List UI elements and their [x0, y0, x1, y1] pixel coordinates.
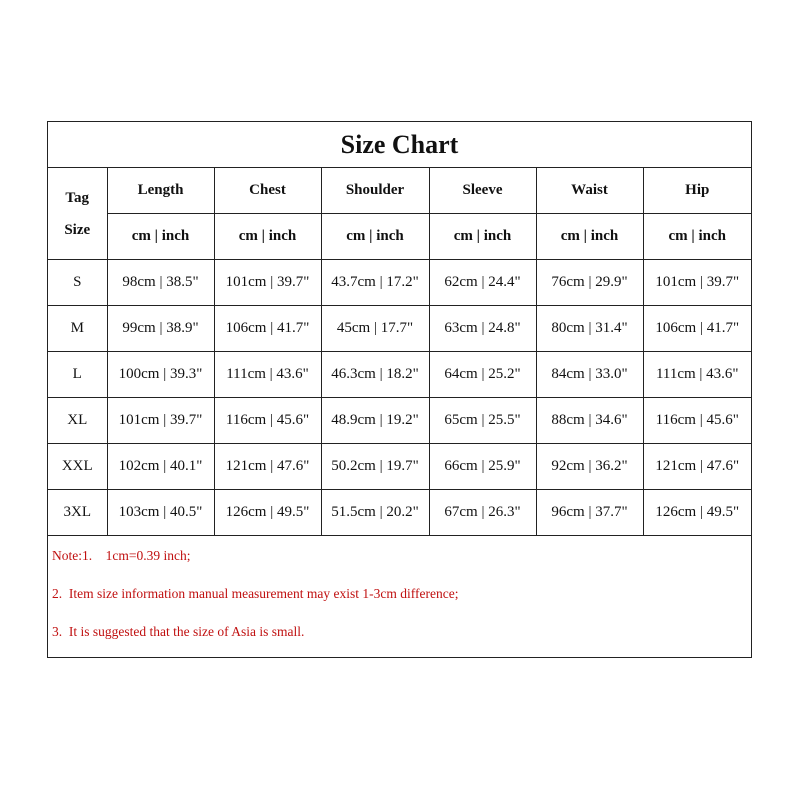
size-cell: L — [48, 352, 107, 398]
measurement-cell: 92cm | 36.2" — [536, 444, 643, 490]
tag-label: Tag — [65, 189, 90, 206]
size-cell: S — [48, 260, 107, 306]
measurement-cell: 45cm | 17.7" — [321, 306, 429, 352]
measurement-cell: 121cm | 47.6" — [214, 444, 321, 490]
measurement-cell: 106cm | 41.7" — [643, 306, 751, 352]
measurement-cell: 103cm | 40.5" — [107, 490, 214, 536]
tag-size-header — [48, 168, 107, 260]
table-row — [48, 260, 751, 306]
measurement-cell: 111cm | 43.6" — [214, 352, 321, 398]
measurement-cell: 88cm | 34.6" — [536, 398, 643, 444]
measurement-cell: 84cm | 33.0" — [536, 352, 643, 398]
measurement-cell: 111cm | 43.6" — [643, 352, 751, 398]
unit-label: cm | inch — [536, 214, 643, 260]
measurement-cell: 99cm | 38.9" — [107, 306, 214, 352]
size-chart-sheet — [47, 121, 752, 658]
size-cell: 3XL — [48, 490, 107, 536]
unit-label: cm | inch — [429, 214, 536, 260]
col-header-waist: Waist — [536, 168, 643, 214]
measurement-cell: 102cm | 40.1" — [107, 444, 214, 490]
measurement-cell: 46.3cm | 18.2" — [321, 352, 429, 398]
measurement-cell: 80cm | 31.4" — [536, 306, 643, 352]
unit-label: cm | inch — [107, 214, 214, 260]
measurement-cell: 67cm | 26.3" — [429, 490, 536, 536]
size-table — [48, 168, 751, 536]
measurement-cell: 65cm | 25.5" — [429, 398, 536, 444]
unit-label: cm | inch — [214, 214, 321, 260]
note-1: Note:1. 1cm=0.39 inch; — [52, 548, 191, 563]
measurement-cell: 101cm | 39.7" — [214, 260, 321, 306]
table-row — [48, 398, 751, 444]
measurement-cell: 116cm | 45.6" — [643, 398, 751, 444]
measurement-cell: 116cm | 45.6" — [214, 398, 321, 444]
table-row — [48, 352, 751, 398]
note-3: 3. It is suggested that the size of Asia is small. — [52, 624, 305, 639]
notes — [48, 536, 751, 662]
measurement-cell: 48.9cm | 19.2" — [321, 398, 429, 444]
measurement-cell: 64cm | 25.2" — [429, 352, 536, 398]
measurement-cell: 96cm | 37.7" — [536, 490, 643, 536]
size-cell: XL — [48, 398, 107, 444]
measurement-cell: 101cm | 39.7" — [643, 260, 751, 306]
col-header-shoulder: Shoulder — [321, 168, 429, 214]
col-header-sleeve: Sleeve — [429, 168, 536, 214]
unit-label: cm | inch — [643, 214, 751, 260]
measurement-cell: 63cm | 24.8" — [429, 306, 536, 352]
table-row — [48, 490, 751, 536]
col-header-chest: Chest — [214, 168, 321, 214]
table-row — [48, 444, 751, 490]
note-2: 2. Item size information manual measurement may exist 1-3cm difference; — [52, 586, 459, 601]
measurement-cell: 126cm | 49.5" — [214, 490, 321, 536]
measurement-cell: 106cm | 41.7" — [214, 306, 321, 352]
col-header-length: Length — [107, 168, 214, 214]
measurement-cell: 126cm | 49.5" — [643, 490, 751, 536]
measurement-cell: 43.7cm | 17.2" — [321, 260, 429, 306]
chart-title: Size Chart — [48, 122, 751, 168]
measurement-cell: 101cm | 39.7" — [107, 398, 214, 444]
measurement-cell: 100cm | 39.3" — [107, 352, 214, 398]
measurement-cell: 121cm | 47.6" — [643, 444, 751, 490]
size-label: Size — [64, 221, 91, 238]
table-row — [48, 306, 751, 352]
measurement-cell: 66cm | 25.9" — [429, 444, 536, 490]
measurement-cell: 50.2cm | 19.7" — [321, 444, 429, 490]
size-cell: XXL — [48, 444, 107, 490]
unit-label: cm | inch — [321, 214, 429, 260]
measurement-cell: 62cm | 24.4" — [429, 260, 536, 306]
measurement-cell: 76cm | 29.9" — [536, 260, 643, 306]
size-cell: M — [48, 306, 107, 352]
col-header-hip: Hip — [643, 168, 751, 214]
measurement-cell: 51.5cm | 20.2" — [321, 490, 429, 536]
measurement-cell: 98cm | 38.5" — [107, 260, 214, 306]
